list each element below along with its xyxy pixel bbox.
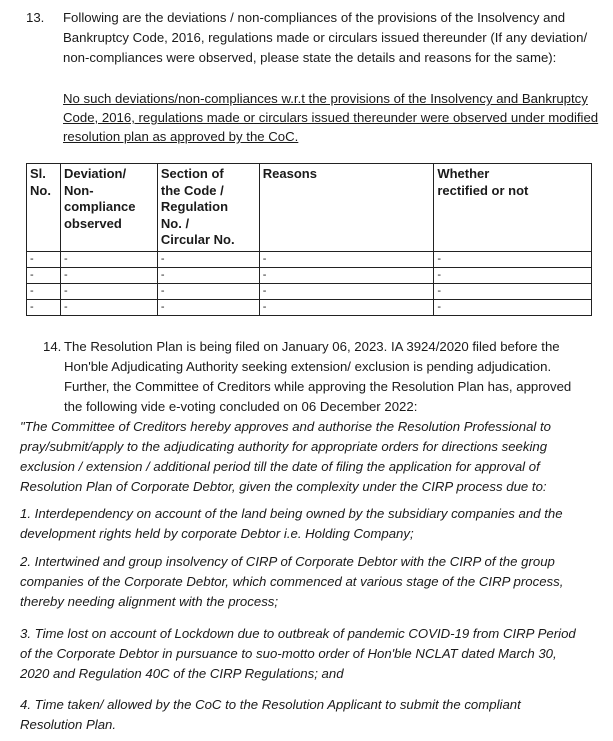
quote-intro-line-4: Resolution Plan of Corporate Debtor, given the complexity under the CIRP process due to: <box>20 479 547 494</box>
quote-item-1-line-2: development rights held by corporate Debtor i.e. Holding Company; <box>20 526 414 541</box>
quote-item-3-line-1: 3. Time lost on account of Lockdown due to outbreak of pandemic COVID-19 from CIRP Period <box>20 626 576 641</box>
quote-intro-line-2: pray/submit/apply to the adjudicating authority for appropriate orders for directions seeking <box>20 439 548 454</box>
table-cell: - <box>60 251 157 267</box>
table-cell: - <box>60 283 157 299</box>
table-cell: - <box>259 267 434 283</box>
quote-item-4-line-2: Resolution Plan. <box>20 717 117 732</box>
header-section: Section of the Code / Regulation No. / Circular No. <box>157 164 259 252</box>
quote-item-2-line-1: 2. Intertwined and group insolvency of CIRP of Corporate Debtor with the CIRP of the group <box>20 554 555 569</box>
table-cell: - <box>27 283 61 299</box>
quote-item-2-line-3: thereby needing alignment with the process; <box>20 594 279 609</box>
section-13-statement-line-3: resolution plan as approved by the CoC. <box>63 129 299 144</box>
table-cell: - <box>27 251 61 267</box>
quote-intro-line-1: "The Committee of Creditors hereby approves and authorise the Resolution Professional to <box>20 419 551 434</box>
table-cell: - <box>157 299 259 315</box>
table-cell: - <box>60 299 157 315</box>
table-header-row <box>27 164 592 252</box>
section-13-line-3: non-compliances were observed, please state the details and reasons for the same): <box>63 50 557 65</box>
section-14-line-2: Hon'ble Adjudicating Authority seeking extension/ exclusion is pending adjudication. <box>64 359 552 374</box>
table-cell: - <box>434 299 592 315</box>
table-cell: - <box>157 251 259 267</box>
header-rectified: Whether rectified or not <box>434 164 592 252</box>
table-cell: - <box>157 283 259 299</box>
deviations-table <box>26 163 592 316</box>
header-sl-no: Sl. No. <box>27 164 61 252</box>
quote-intro-line-3: exclusion / extension / additional period till the date of filing the application for approval of <box>20 459 540 474</box>
quote-item-2-line-2: companies of the Corporate Debtor, which commenced at various stage of the CIRP process, <box>20 574 564 589</box>
section-13-line-1: Following are the deviations / non-compliances of the provisions of the Insolvency and <box>63 10 566 25</box>
table-row <box>27 299 592 315</box>
section-14-number: 14. <box>43 339 62 354</box>
table-row <box>27 251 592 267</box>
table-cell: - <box>259 283 434 299</box>
table-row <box>27 267 592 283</box>
table-cell: - <box>434 251 592 267</box>
quote-item-3-line-3: 2020 and Regulation 40C of the CIRP Regulations; and <box>20 666 344 681</box>
table-cell: - <box>259 251 434 267</box>
table-cell: - <box>434 267 592 283</box>
section-14-line-4: the following vide e-voting concluded on 06 December 2022: <box>64 399 418 414</box>
table-cell: - <box>27 267 61 283</box>
header-deviation: Deviation/ Non- compliance observed <box>60 164 157 252</box>
table-cell: - <box>60 267 157 283</box>
section-13-line-2: Bankruptcy Code, 2016, regulations made or circulars issued thereunder (If any deviation/ <box>63 30 588 45</box>
section-14-line-1: The Resolution Plan is being filed on January 06, 2023. IA 3924/2020 filed before the <box>64 339 560 354</box>
header-reasons: Reasons <box>259 164 434 252</box>
table-cell: - <box>259 299 434 315</box>
quote-item-4-line-1: 4. Time taken/ allowed by the CoC to the Resolution Applicant to submit the compliant <box>20 697 521 712</box>
quote-item-1-line-1: 1. Interdependency on account of the land being owned by the subsidiary companies and the <box>20 506 563 521</box>
section-14-line-3: Further, the Committee of Creditors while approving the Resolution Plan has, approved <box>64 379 572 394</box>
table-cell: - <box>434 283 592 299</box>
section-13-statement-line-2: Code, 2016, regulations made or circulars issued thereunder were observed under modified <box>63 110 599 125</box>
table-row <box>27 283 592 299</box>
quote-item-3-line-2: of the Corporate Debtor in pursuance to suo-motto order of Hon'ble NCLAT dated March 30, <box>20 646 557 661</box>
table-cell: - <box>157 267 259 283</box>
section-13-number: 13. <box>26 10 45 25</box>
section-13-statement-line-1: No such deviations/non-compliances w.r.t the provisions of the Insolvency and Bankruptcy <box>63 91 588 106</box>
table-cell: - <box>27 299 61 315</box>
